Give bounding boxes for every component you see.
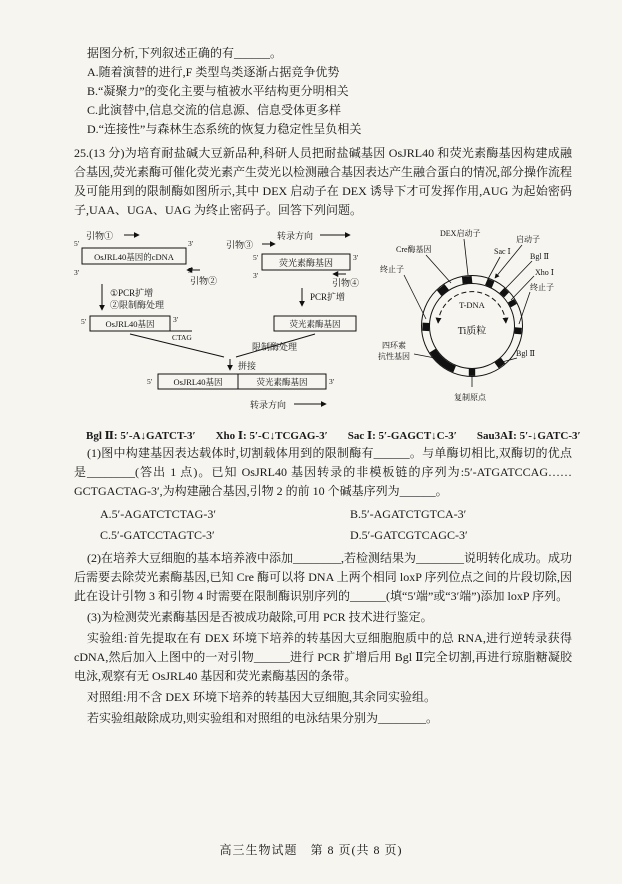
restriction-enzyme-sites [74,429,581,442]
t-dna-label: T-DNA [459,300,485,310]
primer4-label: 引物④ [332,278,360,288]
leader-bgl2-bottom [502,358,517,362]
prev-option-c: C.此演替中,信息交流的信息源、信息受体更多样 [87,103,342,117]
fused-right-label: 荧光素酶基因 [256,377,308,387]
leader-terminator-right [519,292,530,324]
enzyme-site-sau3a1: Sau3AⅠ: 5′-↓GATC-3′ [476,430,581,442]
choice-d: D.5′-GATCGTCAGC-3′ [350,528,468,542]
bgl2-top-label: Bgl Ⅱ [530,252,549,261]
sub-question-3-experimental: 实验组:首先提取在有 DEX 环境下培养的转基因大豆细胞胞质中的总 RNA,进行逆转录获得 cDNA,然后加入上图中的一对引物______进行 PCR 扩增后用 Bgl Ⅱ完全切割,再进行琼脂糖凝胶电泳,观察有无 OsJRL40 基因和荧光素酶基因的条带。 [74,631,572,683]
ti-plasmid-label: Ti质粒 [457,326,487,337]
cdna-box-label: OsJRL40基因的cDNA [94,252,174,262]
sub-question-1-choices [74,504,572,546]
strand-label: 5′ [74,239,80,248]
leader-cre-gene [426,255,451,283]
promoter-label: 启动子 [516,235,540,244]
choice-b: B.5′-AGATCTGTCA-3′ [350,507,467,521]
osjrl40-box-label: OsJRL40基因 [105,319,155,329]
sub-question-1: (1)图中构建基因表达载体时,切割载体用到的限制酶有______。与单酶切相比,双酶切的优点是________(答出 1 点)。已知 OsJRL40 基因转录的非模板链的序列为:5′-ATGATCCAG……GCTGACTAG-3′,为构建融合基因,引物 2 的前 10 个碱基序列为______。 [74,446,572,498]
sub-question-3-conclusion: 若实验组敲除成功,则实验组和对照组的电泳结果分别为________。 [87,711,439,725]
prev-question-lead: 据图分析,下列叙述正确的有______。 [87,46,283,60]
enzyme-site-bgl2: Bgl Ⅱ: 5′-A↓GATCT-3′ [86,430,196,442]
segment-bgl2-bottom [497,361,504,366]
xho1-label: Xho Ⅰ [535,268,554,277]
segment-bgl2-top [502,290,507,295]
strand-label: 3′ [188,239,194,248]
luciferase-box2-label: 荧光素酶基因 [289,319,341,329]
cre-gene-label: Cre酶基因 [396,245,432,254]
primer3-label: 引物③ [226,240,254,250]
prev-option-d: D.“连接性”与森林生态系统的恢复力稳定性呈负相关 [87,122,362,136]
strand-label: 3′ [253,271,259,280]
choice-c: C.5′-GATCCTAGTC-3′ [100,528,215,542]
segment-tet-resistance [433,351,455,370]
strand-label: 3′ [353,253,359,262]
strand-label: 5′ [253,253,259,262]
sub-question-3-intro: (3)为检测荧光素酶基因是否被成功敲除,可用 PCR 技术进行鉴定。 [87,610,433,624]
step2-label: ②限制酶处理 [110,300,165,310]
segment-cre-gene [439,287,447,293]
pcr-label: PCR扩增 [310,292,346,302]
tet-resistance-label-1: 四环素 [382,341,406,350]
leader-bgl2-top [505,261,532,289]
bgl2-bottom-label: Bgl Ⅱ [516,349,535,358]
strand-label: 3′ [173,315,179,324]
sac1-label: Sac Ⅰ [494,247,511,256]
choice-a: A.5′-AGATCTCTAG-3′ [100,507,216,521]
prev-option-a: A.随着演替的进行,F 类型鸟类逐渐占据竞争优势 [87,65,340,79]
prev-option-b: B.“凝聚力”的变化主要与植被水平结构更分明相关 [87,84,349,98]
segment-dex-promoter [462,280,472,281]
primer2-label: 引物② [190,276,218,286]
dex-promoter-label: DEX启动子 [440,229,481,238]
strand-label: 3′ [329,377,335,386]
gene-construction-diagram [74,226,572,427]
strand-label: 5′ [188,266,194,275]
sticky-end-label: CTAG [172,333,192,342]
step1-label: ①PCR扩增 [110,288,154,298]
terminator-right-label: 终止子 [530,283,554,292]
enzyme-site-sac1: Sac Ⅰ: 5′-GAGCT↓C-3′ [347,430,457,442]
sub-question-3-control: 对照组:用不含 DEX 环境下培养的转基因大豆细胞,其余同实验组。 [87,690,436,704]
segment-xho1 [511,301,514,306]
tet-resistance-label-2: 抗性基因 [378,352,410,361]
splice-label: 拼接 [238,361,257,371]
segment-sac1 [486,282,493,285]
enzyme-site-xho1: Xho Ⅰ: 5′-C↓TCGAG-3′ [215,430,328,442]
fused-left-label: OsJRL40基因 [173,377,223,387]
transcription-top-label: 转录方向 [277,231,314,241]
primer1-label: 引物① [86,231,114,241]
segment-terminator-right [518,328,519,335]
origin-label: 复制原点 [454,393,486,402]
strand-label: 5′ [147,377,153,386]
page-footer: 高三生物试题 第 8 页(共 8 页) [219,843,403,857]
diagram-svg [74,226,570,422]
leader-dex-promoter [464,239,468,275]
strand-label: 5′ [81,317,87,326]
sub-question-2: (2)在培养大豆细胞的基本培养液中添加________,若检测结果为________说明转化成功。成功后需要去除荧光素酶基因,已知 Cre 酶可以将 DNA 上两个相同 loxP 序列位点之间的片段切除,因此在设计引物 3 和引物 4 时需要在限制酶识别序列的______(填“5′端”或“3′端”)添加 loxP 序列。 [74,551,572,603]
enzyme-treatment-label: 限制酶处理 [252,342,298,352]
transcription-bottom-label: 转录方向 [250,400,287,410]
luciferase-box-label: 荧光素酶基因 [278,258,334,268]
terminator-left-label: 终止子 [380,265,404,274]
leader-terminator-left [404,275,426,319]
question-25-stem: 25.(13 分)为培育耐盐碱大豆新品种,科研人员把耐盐碱基因 OsJRL40 和荧光素酶基因构建成融合基因,荧光素酶可催化荧光素产生荧光以检测融合基因表达产生融合蛋白的情况,部分操作流程及可能用到的限制酶如图所示,其中 DEX 启动子在 DEX 诱导下才可发挥作用,AUG 为起始密码子,UAA、UGA、UAG 为终止密码子。回答下列问题。 [74,146,573,217]
leader-sac1 [488,257,500,279]
strand-label: 3′ [74,268,80,277]
